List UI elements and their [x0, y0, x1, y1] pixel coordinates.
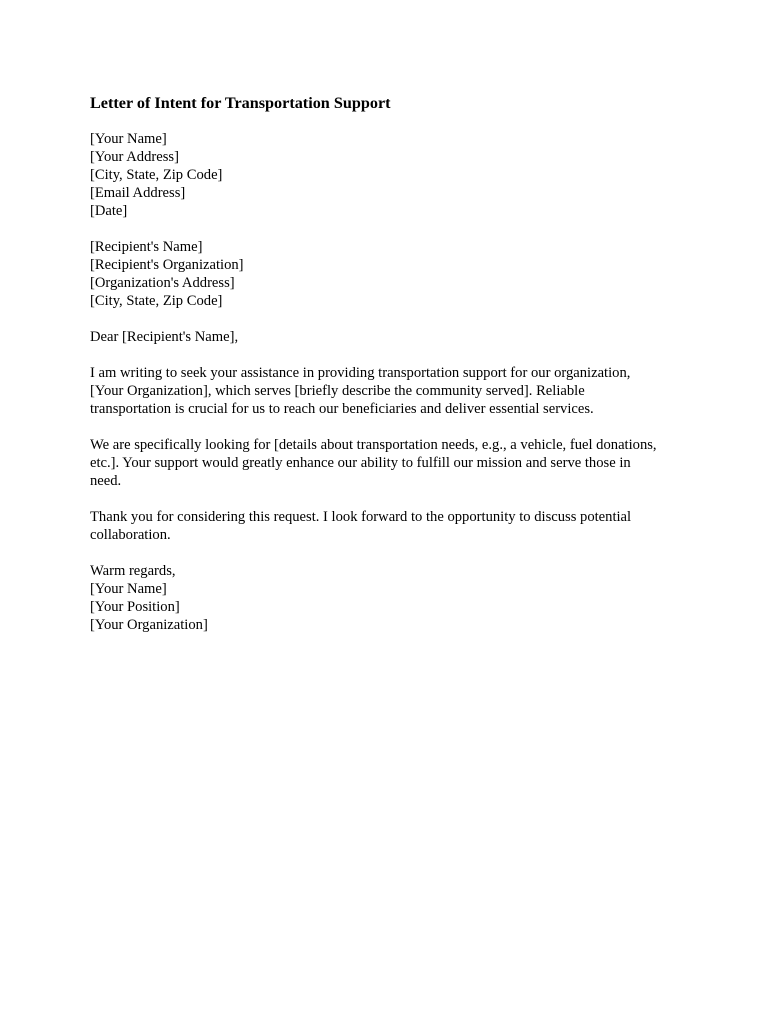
valediction: Warm regards,	[90, 563, 176, 579]
paragraph-line: Thank you for considering this request. I look forward to the opportunity to discuss potential	[90, 509, 632, 525]
salutation-text: Dear [Recipient's Name],	[90, 329, 239, 345]
sender-city-state-zip: [City, State, Zip Code]	[90, 167, 223, 183]
paragraph-line: We are specifically looking for [details about transportation needs, e.g., a vehicle, fuel donations,	[90, 437, 657, 453]
body-paragraph-3	[90, 508, 690, 544]
salutation	[90, 328, 690, 346]
sender-name: [Your Name]	[90, 131, 167, 147]
closing-block	[90, 562, 690, 634]
body-paragraph-1	[90, 364, 690, 418]
signer-organization: [Your Organization]	[90, 617, 208, 633]
paragraph-line: I am writing to seek your assistance in providing transportation support for our organization,	[90, 365, 631, 381]
document-title: Letter of Intent for Transportation Support	[90, 94, 391, 112]
recipient-name: [Recipient's Name]	[90, 239, 203, 255]
sender-block	[90, 130, 690, 220]
recipient-city-state-zip: [City, State, Zip Code]	[90, 293, 223, 309]
paragraph-line: need.	[90, 473, 122, 489]
letter-body	[90, 93, 690, 634]
signer-position: [Your Position]	[90, 599, 180, 615]
recipient-address: [Organization's Address]	[90, 275, 235, 291]
recipient-block	[90, 238, 690, 310]
letter-date: [Date]	[90, 203, 128, 219]
paragraph-line: collaboration.	[90, 527, 171, 543]
sender-email: [Email Address]	[90, 185, 186, 201]
recipient-organization: [Recipient's Organization]	[90, 257, 244, 273]
signer-name: [Your Name]	[90, 581, 167, 597]
sender-address: [Your Address]	[90, 149, 179, 165]
body-paragraph-2	[90, 436, 690, 490]
paragraph-line: [Your Organization], which serves [briefly describe the community served]. Reliable	[90, 383, 585, 399]
paragraph-line: transportation is crucial for us to reach our beneficiaries and deliver essential services.	[90, 401, 594, 417]
paragraph-line: etc.]. Your support would greatly enhance our ability to fulfill our mission and serve those in	[90, 455, 631, 471]
